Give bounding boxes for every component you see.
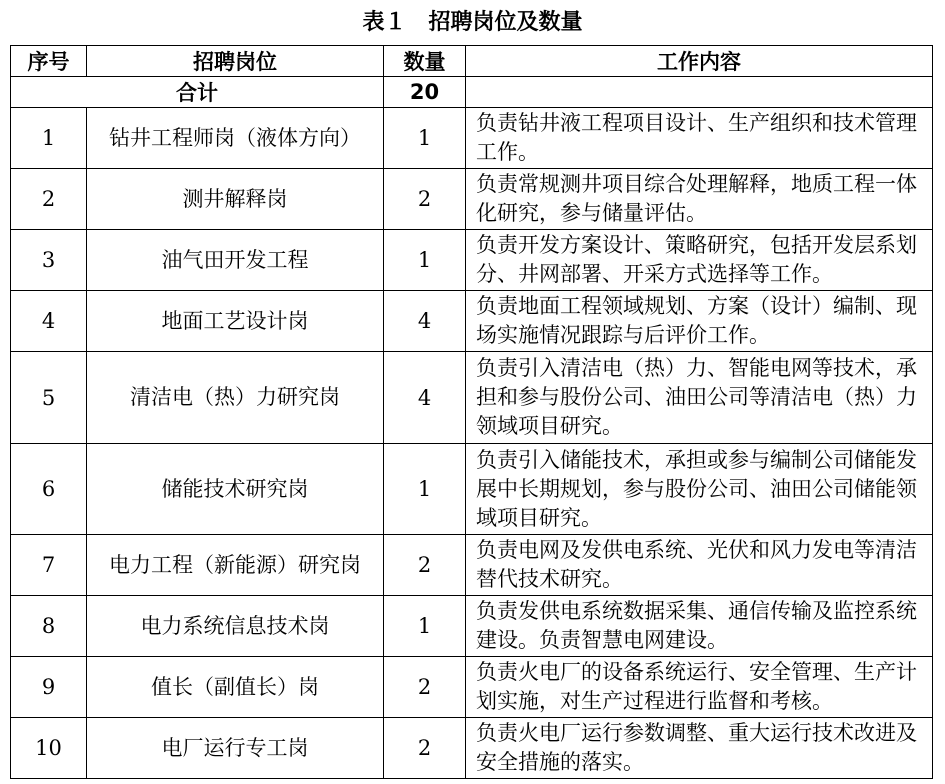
table-row [11, 535, 933, 596]
row-no: 9 [11, 657, 87, 718]
table-row [11, 444, 933, 535]
row-work: 负责电网及发供电系统、光伏和风力发电等清洁替代技术研究。 [466, 535, 933, 596]
row-work: 负责引入储能技术，承担或参与编制公司储能发展中长期规划，参与股份公司、油田公司储能领域项目研究。 [466, 444, 933, 535]
row-position: 电力工程（新能源）研究岗 [87, 535, 384, 596]
row-position: 值长（副值长）岗 [87, 657, 384, 718]
table-row [11, 596, 933, 657]
row-count: 2 [384, 169, 466, 230]
row-position: 测井解释岗 [87, 169, 384, 230]
row-no: 4 [11, 291, 87, 352]
table-row [11, 352, 933, 444]
row-count: 1 [384, 596, 466, 657]
row-position: 地面工艺设计岗 [87, 291, 384, 352]
row-no: 7 [11, 535, 87, 596]
row-no: 5 [11, 352, 87, 444]
header-work: 工作内容 [466, 46, 933, 77]
total-count: 20 [384, 77, 466, 108]
row-count: 1 [384, 230, 466, 291]
table-row [11, 169, 933, 230]
row-work: 负责火电厂的设备系统运行、安全管理、生产计划实施，对生产过程进行监督和考核。 [466, 657, 933, 718]
row-count: 2 [384, 718, 466, 779]
row-position: 油气田开发工程 [87, 230, 384, 291]
row-work: 负责发供电系统数据采集、通信传输及监控系统建设。负责智慧电网建设。 [466, 596, 933, 657]
table-row [11, 108, 933, 169]
total-empty [466, 77, 933, 108]
table-caption: 表１ 招聘岗位及数量 [362, 10, 583, 35]
row-count: 1 [384, 444, 466, 535]
row-count: 2 [384, 657, 466, 718]
row-work: 负责常规测井项目综合处理解释，地质工程一体化研究，参与储量评估。 [466, 169, 933, 230]
total-label: 合计 [11, 77, 384, 108]
row-work: 负责引入清洁电（热）力、智能电网等技术，承担和参与股份公司、油田公司等清洁电（热）力领域项目研究。 [466, 352, 933, 444]
row-position: 电厂运行专工岗 [87, 718, 384, 779]
header-position: 招聘岗位 [87, 46, 384, 77]
recruitment-table [10, 45, 933, 779]
row-no: 3 [11, 230, 87, 291]
row-position: 清洁电（热）力研究岗 [87, 352, 384, 444]
row-work: 负责开发方案设计、策略研究，包括开发层系划分、井网部署、开采方式选择等工作。 [466, 230, 933, 291]
table-row [11, 718, 933, 779]
table-row [11, 291, 933, 352]
row-position: 储能技术研究岗 [87, 444, 384, 535]
table-row [11, 657, 933, 718]
row-count: 4 [384, 291, 466, 352]
header-no: 序号 [11, 46, 87, 77]
row-count: 1 [384, 108, 466, 169]
row-no: 1 [11, 108, 87, 169]
row-work: 负责火电厂运行参数调整、重大运行技术改进及安全措施的落实。 [466, 718, 933, 779]
header-count: 数量 [384, 46, 466, 77]
row-work: 负责地面工程领域规划、方案（设计）编制、现场实施情况跟踪与后评价工作。 [466, 291, 933, 352]
row-no: 8 [11, 596, 87, 657]
row-position: 钻井工程师岗（液体方向） [87, 108, 384, 169]
table-row [11, 230, 933, 291]
row-count: 2 [384, 535, 466, 596]
row-count: 4 [384, 352, 466, 444]
total-row [11, 77, 933, 108]
row-no: 6 [11, 444, 87, 535]
row-no: 10 [11, 718, 87, 779]
table-header-row [11, 46, 933, 77]
row-work: 负责钻井液工程项目设计、生产组织和技术管理工作。 [466, 108, 933, 169]
row-no: 2 [11, 169, 87, 230]
row-position: 电力系统信息技术岗 [87, 596, 384, 657]
